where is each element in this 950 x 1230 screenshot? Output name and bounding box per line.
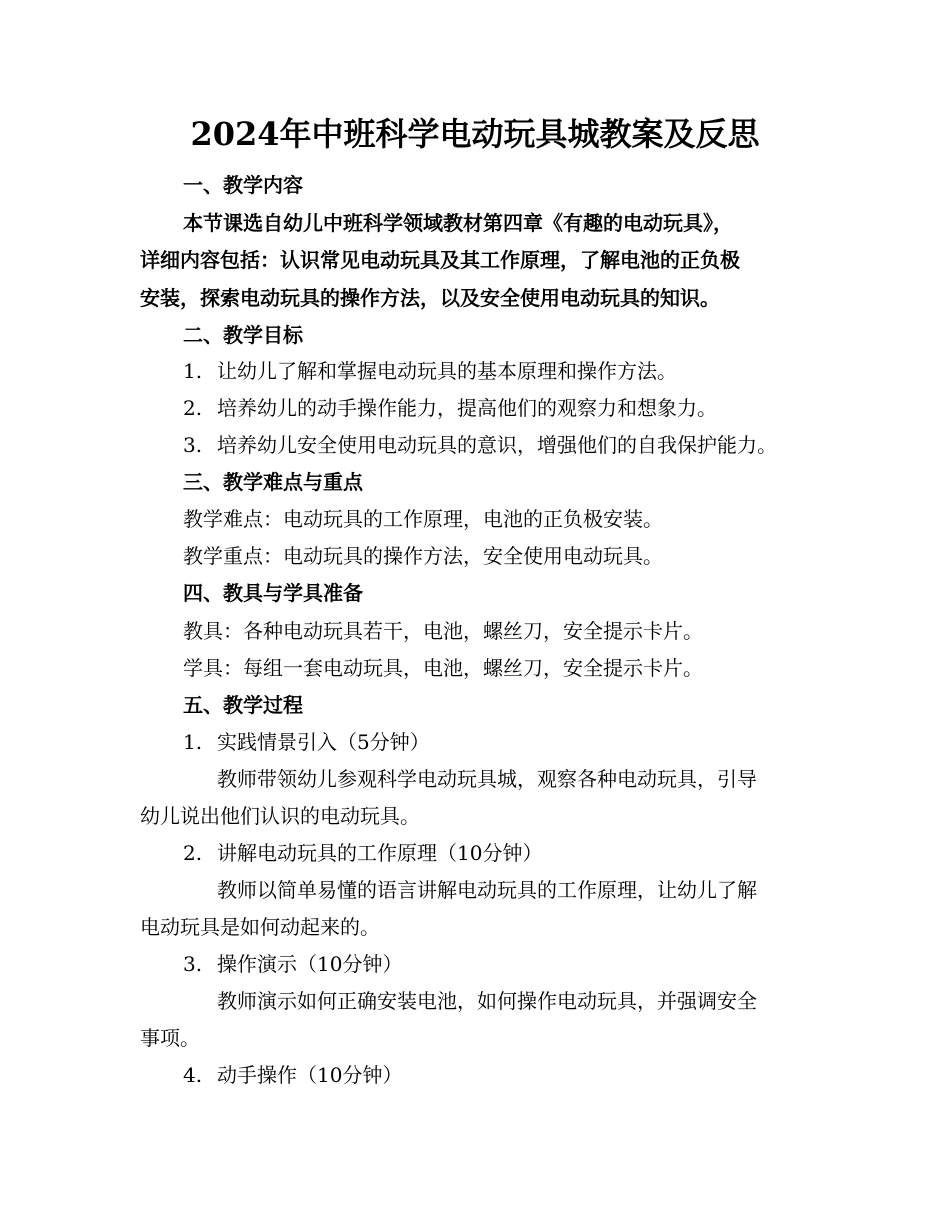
- process-step-title: [183, 728, 430, 756]
- step-description-line-2: 幼儿说出他们认识的电动玩具。: [140, 804, 420, 828]
- objective-number: 1.: [183, 359, 203, 383]
- step-description-line-1: 教师带领幼儿参观科学电动玩具城，观察各种电动玩具，引导: [217, 767, 757, 791]
- objective-item: [183, 357, 677, 385]
- step-description-line-2: 事项。: [140, 1026, 200, 1050]
- objective-text: 让幼儿了解和掌握电动玩具的基本原理和操作方法。: [217, 359, 677, 383]
- section-heading-process: 五、教学过程: [183, 693, 303, 717]
- process-step-title: [183, 839, 542, 867]
- step-title: 实践情景引入（5分钟）: [217, 730, 430, 754]
- step-title: 讲解电动玩具的工作原理（10分钟）: [217, 841, 543, 865]
- step-description-line-1: 教师演示如何正确安装电池，如何操作电动玩具，并强调安全: [217, 989, 757, 1013]
- step-description-line-2: 电动玩具是如何动起来的。: [140, 915, 380, 939]
- document-title: 2024年中班科学电动玩具城教案及反思: [190, 115, 760, 153]
- step-number: 3.: [183, 952, 203, 976]
- objective-item: [183, 431, 777, 459]
- student-tools-text: 学具：每组一套电动玩具，电池，螺丝刀，安全提示卡片。: [183, 656, 703, 680]
- content-paragraph-line-3: 安装，探索电动玩具的操作方法，以及安全使用电动玩具的知识。: [140, 286, 720, 310]
- step-number: 1.: [183, 730, 203, 754]
- objective-text: 培养幼儿安全使用电动玩具的意识，增强他们的自我保护能力。: [217, 433, 777, 457]
- process-step-title: [183, 1061, 402, 1089]
- step-number: 2.: [183, 841, 203, 865]
- step-number: 4.: [183, 1063, 203, 1087]
- step-title: 动手操作（10分钟）: [217, 1063, 403, 1087]
- content-paragraph-line-2: 详细内容包括：认识常见电动玩具及其工作原理，了解电池的正负极: [140, 248, 740, 272]
- section-heading-content: 一、教学内容: [183, 173, 303, 197]
- content-paragraph-line-1: 本节课选自幼儿中班科学领域教材第四章《有趣的电动玩具》，: [183, 211, 733, 235]
- section-heading-objectives: 二、教学目标: [183, 323, 303, 347]
- objective-text: 培养幼儿的动手操作能力，提高他们的观察力和想象力。: [217, 396, 717, 420]
- process-step-title: [183, 950, 402, 978]
- section-heading-difficulties: 三、教学难点与重点: [183, 470, 363, 494]
- objective-number: 2.: [183, 396, 203, 420]
- section-heading-preparation: 四、教具与学具准备: [183, 581, 363, 605]
- step-description-line-1: 教师以简单易懂的语言讲解电动玩具的工作原理，让幼儿了解: [217, 878, 757, 902]
- teacher-tools-text: 教具：各种电动玩具若干，电池，螺丝刀，安全提示卡片。: [183, 619, 703, 643]
- difficulty-text: 教学难点：电动玩具的工作原理，电池的正负极安装。: [183, 507, 663, 531]
- step-title: 操作演示（10分钟）: [217, 952, 403, 976]
- objective-number: 3.: [183, 433, 203, 457]
- objective-item: [183, 394, 717, 422]
- key-point-text: 教学重点：电动玩具的操作方法，安全使用电动玩具。: [183, 544, 663, 568]
